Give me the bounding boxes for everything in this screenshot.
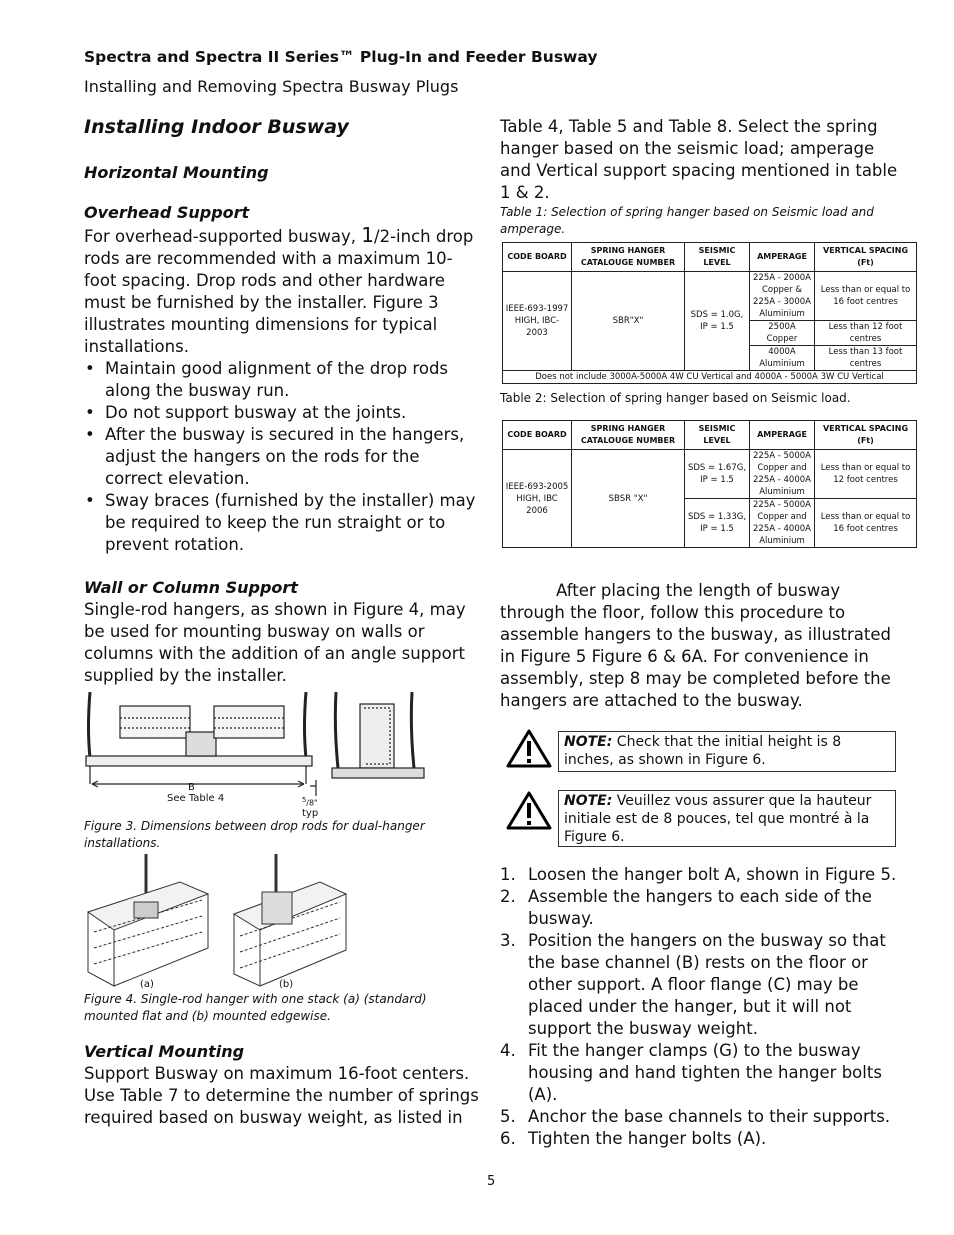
page-number: 5	[487, 1174, 496, 1189]
procedure-paragraph	[500, 580, 900, 712]
table-cell: Less than or equal to 16 foot centres	[815, 272, 917, 321]
overhead-support-heading: Overhead Support	[84, 203, 250, 222]
figure-3-drawing	[84, 688, 429, 820]
list-item: • After the busway is secured in the hangers, adjust the hangers on the rods for the correct elevation.	[105, 424, 479, 490]
vertical-mounting-text: Support Busway on maximum 16-foot centers. Use Table 7 to determine the number of springs required based on busway weight, as listed in	[84, 1064, 479, 1127]
overhead-support-text: For overhead-supported busway, 1/2-inch drop rods are recommended with a maximum 10-foot spacing. Drop rods and other hardware must be furnished by the installer. Figure 3 illustrates mounting dimensions for typical installations.	[84, 223, 474, 356]
right-intro	[500, 116, 900, 204]
list-item: 3. Position the hangers on the busway so that the base channel (B) rests on the floor or other support. A floor flange (C) may be placed under the hanger, but it will not support the busway weight.	[500, 931, 886, 1038]
table-cell: SBSR "X"	[572, 450, 685, 548]
table-cell: SDS = 1.67G, IP = 1.5	[685, 450, 750, 499]
header-code-board: CODE BOARD	[503, 421, 572, 450]
fraction-label: $^5$/8"	[302, 796, 318, 808]
procedure-steps	[500, 864, 900, 1150]
section-title: Installing Indoor Busway	[84, 116, 349, 138]
vertical-mounting-heading: Vertical Mounting	[84, 1042, 245, 1061]
table-1	[502, 242, 917, 384]
table-cell: SDS = 1.33G, IP = 1.5	[685, 499, 750, 548]
table-cell: 225A - 5000A Copper and 225A - 4000A Aluminium	[750, 499, 815, 548]
list-item: 6. Tighten the hanger bolts (A).	[500, 1129, 767, 1148]
header-amperage: AMPERAGE	[750, 243, 815, 272]
list-item: 4. Fit the hanger clamps (G) to the busway housing and hand tighten the hanger bolts (A).	[500, 1041, 882, 1104]
table-cell: SBR"X"	[572, 272, 685, 371]
single-rod-hanger-illustration	[84, 852, 349, 992]
list-item: • Do not support busway at the joints.	[105, 402, 479, 424]
list-item: 1. Loosen the hanger bolt A, shown in Figure 5.	[500, 865, 897, 884]
list-item: 5. Anchor the base channels to their supports.	[500, 1107, 891, 1126]
fig4-label-b: (b)	[279, 979, 294, 990]
table-cell: Less than or equal to 16 foot centres	[815, 499, 917, 548]
header-catalog: SPRING HANGER CATALOUGE NUMBER	[572, 243, 685, 272]
horizontal-mounting-heading: Horizontal Mounting	[84, 163, 269, 182]
note-initial-height: NOTE: Check that the initial height is 8 inches, as shown in Figure 6.	[558, 731, 896, 772]
header-vertical-spacing: VERTICAL SPACING (Ft)	[815, 243, 917, 272]
table-cell: Less than 12 foot centres	[815, 321, 917, 346]
table-header-row	[503, 243, 917, 272]
note-label: NOTE:	[564, 793, 613, 809]
header-seismic: SEISMIC LEVEL	[685, 243, 750, 272]
table-cell: SDS = 1.0G, IP = 1.5	[685, 272, 750, 371]
header-vertical-spacing: VERTICAL SPACING (Ft)	[815, 421, 917, 450]
left-column	[84, 116, 479, 687]
table-2	[502, 420, 917, 548]
table-row	[503, 371, 917, 384]
table-cell: 2500A Copper	[750, 321, 815, 346]
list-item: • Sway braces (furnished by the installer) may be required to keep the run straight or to prevent rotation.	[105, 490, 479, 556]
warning-icon	[506, 728, 552, 768]
note-initial-height-french: NOTE: Veuillez vous assurer que la hauteur initiale est de 8 pouces, tel que montré à la Figure 6.	[558, 790, 896, 847]
table-header-row	[503, 421, 917, 450]
dimension-b-label: B	[188, 782, 195, 793]
note-label: NOTE:	[564, 734, 613, 750]
intro-text: Table 4, Table 5 and Table 8. Select the spring hanger based on the seismic load; amperage and Vertical support spacing mentioned in table 1 & 2.	[500, 117, 898, 202]
table-footer-cell: Does not include 3000A-5000A 4W CU Vertical and 4000A - 5000A 3W CU Vertical	[503, 371, 917, 384]
header-amperage: AMPERAGE	[750, 421, 815, 450]
table-cell: Less than 13 foot centres	[815, 346, 917, 371]
table-1-caption: Table 1: Selection of spring hanger based on Seismic load and amperage.	[500, 205, 874, 236]
warning-icon	[506, 790, 552, 830]
header-seismic: SEISMIC LEVEL	[685, 421, 750, 450]
typ-label: typ	[302, 808, 319, 819]
header-code-board: CODE BOARD	[503, 243, 572, 272]
table-cell: Less than or equal to 12 foot centres	[815, 450, 917, 499]
wall-support-text: Single-rod hangers, as shown in Figure 4, may be used for mounting busway on walls or columns with the addition of an angle support supplied by the installer.	[84, 600, 466, 685]
fig4-label-a: (a)	[140, 979, 154, 990]
table-cell: 225A - 2000A Copper & 225A - 3000A Aluminium	[750, 272, 815, 321]
header-catalog: SPRING HANGER CATALOUGE NUMBER	[572, 421, 685, 450]
wall-support-heading: Wall or Column Support	[84, 578, 298, 597]
table-2-caption: Table 2: Selection of spring hanger based on Seismic load.	[500, 391, 851, 405]
list-item: 2. Assemble the hangers to each side of the busway.	[500, 887, 872, 928]
table-cell: IEEE-693-2005 HIGH, IBC 2006	[503, 450, 572, 548]
table-row	[503, 450, 917, 499]
table-cell: 4000A Aluminium	[750, 346, 815, 371]
document-subtitle: Installing and Removing Spectra Busway Plugs	[84, 77, 459, 96]
table-cell: IEEE-693-1997 HIGH, IBC-2003	[503, 272, 572, 371]
steps-list	[500, 864, 900, 1150]
document-title: Spectra and Spectra II Series™ Plug-In and Feeder Busway	[84, 48, 598, 66]
figure-4-drawing	[84, 852, 349, 992]
table-row	[503, 272, 917, 321]
drop-rod-hanger-illustration	[84, 688, 429, 820]
list-item: • Maintain good alignment of the drop rods along the busway run.	[105, 358, 479, 402]
figure-4-caption: Figure 4. Single-rod hanger with one stack (a) (standard) mounted flat and (b) mounted edgewise.	[84, 992, 427, 1023]
overhead-bullet-list	[84, 358, 479, 556]
procedure-text: After placing the length of busway through the floor, follow this procedure to assemble hangers to the busway, as illustrated in Figure 5 Figure 6 & 6A. For convenience in assembly, step 8 may be completed before the hangers are attached to the busway.	[500, 581, 891, 710]
vertical-mounting-section	[84, 1041, 479, 1129]
see-table-label: See Table 4	[167, 793, 225, 804]
figure-3-caption: Figure 3. Dimensions between drop rods for dual-hanger installations.	[84, 819, 425, 850]
table-cell: 225A - 5000A Copper and 225A - 4000A Aluminium	[750, 450, 815, 499]
